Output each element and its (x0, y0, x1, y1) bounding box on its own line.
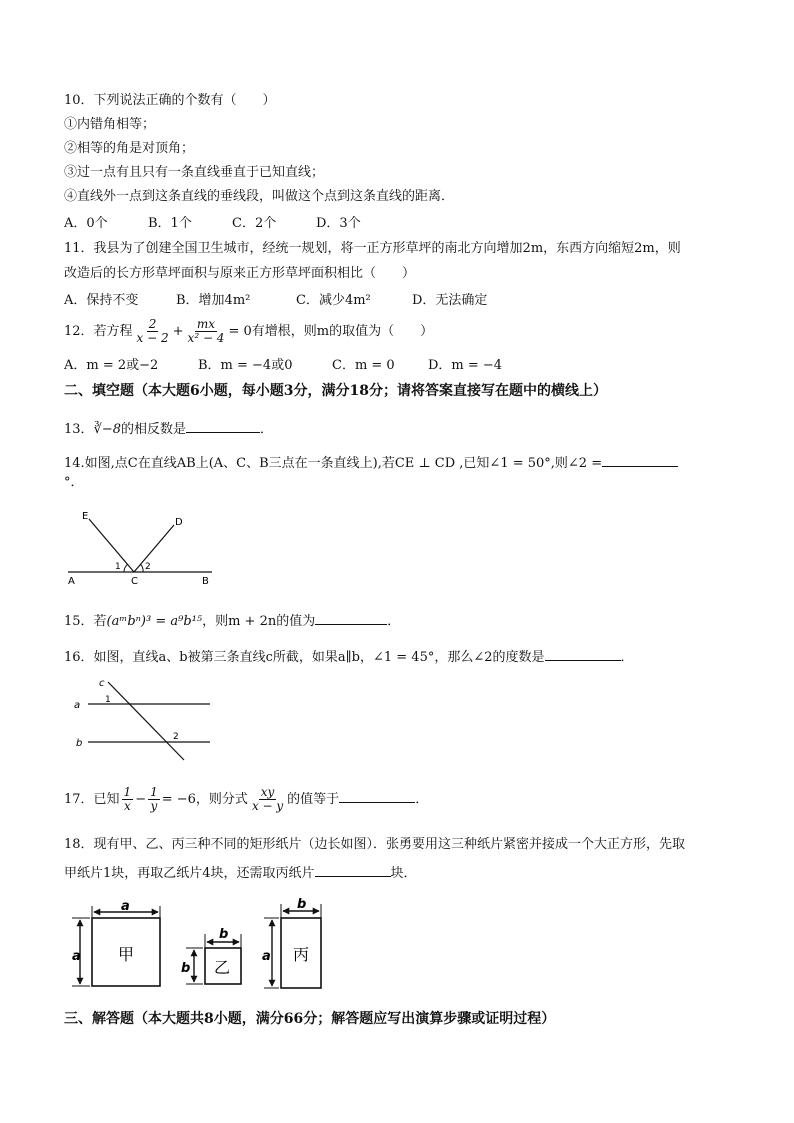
q12-option-a: A．m = 2或−2 (64, 358, 159, 373)
label-a: A (68, 576, 75, 587)
q14-answer-blank[interactable] (602, 452, 678, 467)
label-e: E (82, 511, 89, 522)
q12-frac1-num: 2 (148, 317, 157, 331)
q10-options (64, 215, 361, 233)
q13-prefix: 13． (64, 422, 94, 437)
q18-figure (68, 898, 348, 994)
q13-answer-blank[interactable] (186, 418, 260, 433)
q12-frac2-den: x² − 4 (187, 331, 225, 345)
angle-1-label: 1 (115, 562, 121, 572)
q17-prefix: 17．已知 (64, 792, 120, 807)
angle-2-label: 2 (145, 562, 151, 572)
q12-fraction-2 (186, 318, 227, 345)
angle-1-arc (124, 564, 128, 572)
label-b: b (76, 738, 83, 749)
jia-label: 甲 (118, 945, 135, 964)
card-jia (72, 899, 160, 986)
angle-1-label: 1 (105, 695, 111, 705)
q15-answer-blank[interactable] (315, 610, 387, 625)
card-yi (181, 927, 241, 984)
q13 (64, 418, 273, 439)
angle-2-arc (141, 564, 144, 572)
q17-answer-blank[interactable] (339, 788, 415, 803)
q11-options (64, 292, 487, 310)
label-c: c (99, 678, 105, 689)
line-c (108, 682, 184, 760)
q13-expression: ∛−8 (93, 422, 121, 437)
q17-fraction-3 (250, 786, 285, 813)
q18-end: 块． (390, 866, 417, 881)
ray-ce (89, 519, 134, 572)
q12-options (64, 357, 502, 375)
bing-height-label: a (262, 949, 271, 964)
q14-figure (60, 505, 220, 587)
label-b: B (202, 576, 209, 587)
q18-line-2 (64, 862, 417, 883)
q16 (64, 646, 634, 667)
q12-suffix: = 0有增根，则m的取值为（ ） (228, 324, 434, 339)
label-d: D (175, 517, 183, 528)
q10-statement-4: ④直线外一点到这条直线的垂线段，叫做这个点到这条直线的距离． (64, 189, 455, 204)
q10-option-a: A．0个 (64, 216, 108, 231)
q13-end: ． (260, 422, 274, 437)
q11-option-c: C．减少4m² (296, 293, 371, 308)
section-3-heading: 三、解答题（本大题共8小题，满分66分；解答题应写出演算步骤或证明过程） (64, 1011, 556, 1027)
ray-cd (134, 525, 174, 572)
q17-f1-num: 1 (123, 785, 132, 799)
q16-text: 16．如图，直线a、b被第三条直线c所截，如果a∥b，∠1 = 45°，那么∠2的度数是 (64, 650, 545, 665)
q12-frac1-den: x − 2 (136, 331, 169, 345)
label-a: a (74, 700, 81, 711)
q14-text: 14.如图,点C在直线AB上(A、C、B三点在一条直线上),若CE ⊥ CD ,已知∠1 = 50°,则∠2 = (64, 456, 603, 471)
q17-f2-num: 1 (150, 785, 158, 799)
bing-label: 丙 (293, 945, 310, 964)
q17-fraction-2 (148, 786, 160, 813)
q15-expression: (aᵐbⁿ)³ = a⁹b¹⁵ (106, 614, 203, 629)
q15-end: ． (387, 614, 401, 629)
q17-f2-den: y (150, 799, 158, 813)
q11-line-2: 改造后的长方形草坪面积与原来正方形草坪面积相比（ ） (64, 266, 416, 281)
angle-2-label: 2 (173, 732, 179, 742)
q13-suffix: 的相反数是 (121, 422, 187, 437)
section-2-heading: 二、填空题（本大题6小题，每小题3分，满分18分；请将答案直接写在题中的横线上） (64, 383, 607, 399)
q16-answer-blank[interactable] (545, 646, 621, 661)
q12-prefix: 12．若方程 (64, 324, 133, 339)
q17-end: ． (415, 792, 429, 807)
q10-option-c: C．2个 (232, 216, 277, 231)
q11-option-b: B．增加4m² (176, 293, 251, 308)
q14-line-2: °． (64, 475, 84, 490)
jia-width-label: a (121, 899, 130, 914)
q14-line-1 (64, 452, 678, 473)
jia-height-label: a (72, 949, 81, 964)
q17-suffix: 的值等于 (287, 792, 340, 807)
label-c: C (131, 576, 138, 587)
q12-stem: 12．若方程 $\frac{2}{x - 2}$ + $\frac{mx}{\text{x² − 4}}$ = 0有增根，则m的取值为（ ） (64, 317, 434, 345)
q17-mid: = −6，则分式 (161, 792, 248, 807)
q17-f3-den: x − y (251, 799, 284, 813)
q10-stem: 10．下列说法正确的个数有（ ） (64, 93, 276, 108)
yi-height-label: b (181, 961, 191, 976)
q18-answer-blank[interactable] (315, 862, 391, 877)
q12-option-b: B．m = −4或0 (198, 358, 293, 373)
q15-prefix: 15．若 (64, 614, 107, 629)
card-bing (262, 898, 321, 988)
yi-width-label: b (219, 927, 229, 942)
q16-figure (70, 674, 220, 764)
q12-option-c: C．m = 0 (332, 358, 395, 373)
yi-label: 乙 (214, 958, 231, 977)
q16-end: ． (620, 650, 634, 665)
q11-line-1: 11．我县为了创建全国卫生城市，经统一规划，将一正方形草坪的南北方向增加2m，东西方向缩短2m，则 (64, 241, 681, 256)
q10-statement-3: ③过一点有且只有一条直线垂直于已知直线； (64, 165, 325, 180)
q10-option-b: B．1个 (148, 216, 192, 231)
q10-statement-1: ①内错角相等； (64, 117, 156, 132)
q18-line-1: 18．现有甲、乙、丙三种不同的矩形纸片（边长如图）．张勇要用这三种纸片紧密并接成一个大正方形，先取 (64, 837, 686, 852)
q17-f3-num: xy (260, 785, 275, 799)
q12-fraction-1 (135, 318, 171, 345)
q11-option-a: A．保持不变 (64, 293, 139, 308)
q12-option-d: D．m = −4 (428, 358, 503, 373)
q17-f1-den: x (123, 799, 131, 813)
q17-fraction-1 (122, 786, 134, 813)
q10-statement-2: ②相等的角是对顶角； (64, 141, 195, 156)
q10-option-d: D．3个 (316, 216, 361, 231)
bing-width-label: b (297, 898, 307, 912)
q18-text: 甲纸片1块，再取乙纸片4块，还需取丙纸片 (64, 866, 315, 881)
q17: 17．已知 $\frac{1}{x}$ − $\frac{1}{y}$ = −6，则分式 $\frac{xy}{x - y}$ 的值等于 ． (64, 785, 429, 813)
q15 (64, 610, 400, 631)
q11-option-d: D．无法确定 (412, 293, 488, 308)
q12-frac2-num: mx (196, 317, 216, 331)
q15-mid: ，则m + 2n的值为 (202, 614, 316, 629)
